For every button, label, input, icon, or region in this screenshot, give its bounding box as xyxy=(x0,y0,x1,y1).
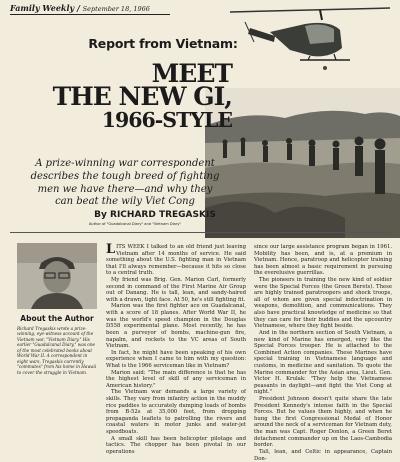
paragraph: The Vietnam war demands a large variety of skills. They vary from infantry action in the muddy rice paddies to accurately dumping loads of bombs from B-52s at 35,000 feet, from dropping propaganda leaflets to patrolling the rivers and coastal waters in motor junks and water-jet speedboats. xyxy=(106,389,246,436)
paragraph: LITS WEEK I talked to an old friend just leaving Vietnam after 14 months of service. He said something about the U.S. fighting man in Vietnam that I'll always remember—because it hits so close to a central truth. xyxy=(106,242,246,277)
masthead-separator: / xyxy=(76,3,83,13)
paragraph: A small skill has been helicopter pilotage and tactics. The chopper has been pivotal in our operations xyxy=(106,435,246,455)
article-column-1 xyxy=(106,244,246,456)
byline-subtitle: Author of "Guadalcanal Diary" and "Vietnam Diary" xyxy=(88,222,182,226)
byline: By RICHARD TREGASKIS xyxy=(94,210,216,220)
paragraph: My friend was Brig. Gen. Marion Carl, formerly second in command of the First Marine Air Group out of Danang. He is tall, lean, and sandy-haired with a drawn, tight face. At 50, he's still fighting fit. xyxy=(106,277,246,303)
masthead-date: September 18, 1966 xyxy=(82,5,150,13)
paragraph: Tall, lean, and Celtic in appearance, Captain Don- xyxy=(254,448,392,462)
deck: A prize-winning war correspondent describes the tough breed of fighting men we have there—and why they can beat the wily Viet Cong xyxy=(30,158,220,208)
paragraph: The pioneers in training the new kind of soldier were the Special Forces (the Green Berets). These are highly trained paratroopers and shock troops, all of whom are given special indoctrination in weapons, demolition, and communications. They also have practical knowledge of medicine so that they can care for their buddies and the upcountry Vietnamese, where they fight beside. xyxy=(254,277,392,330)
paragraph: since our large assistance program began in 1961. Mobility has been, and is, at a premium in Vietnam. Hence, paratroop and helicopter training has been almost a basic requirement in pursuing the everelusive guerrillas. xyxy=(254,244,392,277)
author-portrait xyxy=(17,243,97,309)
separator-rule xyxy=(10,232,390,233)
paragraph: Marion was the first fighter ace on Guadalcanal, with a score of 18 planes. After World War II, he was the world's speed champion in the Douglas D558 experimental plane. Most recently, he has been a purveyor of bombs, machine-gun fire, napalm, and rockets to the VC areas of South Vietnam. xyxy=(106,303,246,350)
headline xyxy=(20,59,232,132)
headline-line-3: 1966-STYLE xyxy=(101,107,232,132)
about-heading: About the Author xyxy=(20,314,94,323)
masthead-rule xyxy=(10,14,170,15)
headline-line-1: MEET xyxy=(151,59,232,88)
article-column-2 xyxy=(254,244,392,462)
dropcap: L xyxy=(106,242,116,257)
paragraph: In fact, he might have been speaking of his own experience when I came to him with my question: What is the 1966 serviceman like in Vietnam? xyxy=(106,349,246,369)
paragraph: President Johnson doesn't quite share the late President Kennedy's intense faith in the Special Forces. But he values them highly, and when he hung the first Congressional Medal of Honor around the neck of a serviceman for Vietnam duty, the man was Capt. Roger Donlon, a Green Beret detachment commander up on the Laos-Cambodia border. xyxy=(254,396,392,449)
masthead xyxy=(10,3,180,13)
masthead-name: Family Weekly xyxy=(10,3,75,13)
soldiers-photo xyxy=(205,88,400,238)
paragraph: And in the northern section of South Vietnam, a new kind of Marine has emerged, very like the Special Forces trooper. He is attached to the Combined Action companies. These Marines have special training in Vietnamese language and customs, in medicine and sanitation. To quote the Marine commander for the Asian area, Lieut. Gen. Victor H. Krulak: "They help the Vietnamese peasants in daylight—and fight the Viet Cong at night." xyxy=(254,329,392,396)
kicker: Report from Vietnam: xyxy=(88,36,238,51)
about-text: Richard Tregaskis wrote a prize-winning, eye-witness account of the Vietnam war, "Vietnam Diary." His earlier "Guadalcanal Diary," was one of the most celebrated books about World War II. A correspondent in eight wars, Tregaskis currently "commutes" from his home in Hawaii to cover the struggle in Vietnam. xyxy=(17,326,97,375)
headline-line-2: THE NEW GI, xyxy=(52,82,232,112)
helicopter-illustration xyxy=(230,2,390,80)
paragraph: Marion said: "The main difference is that he has the highest level of skill of any serviceman in American history." xyxy=(106,369,246,389)
